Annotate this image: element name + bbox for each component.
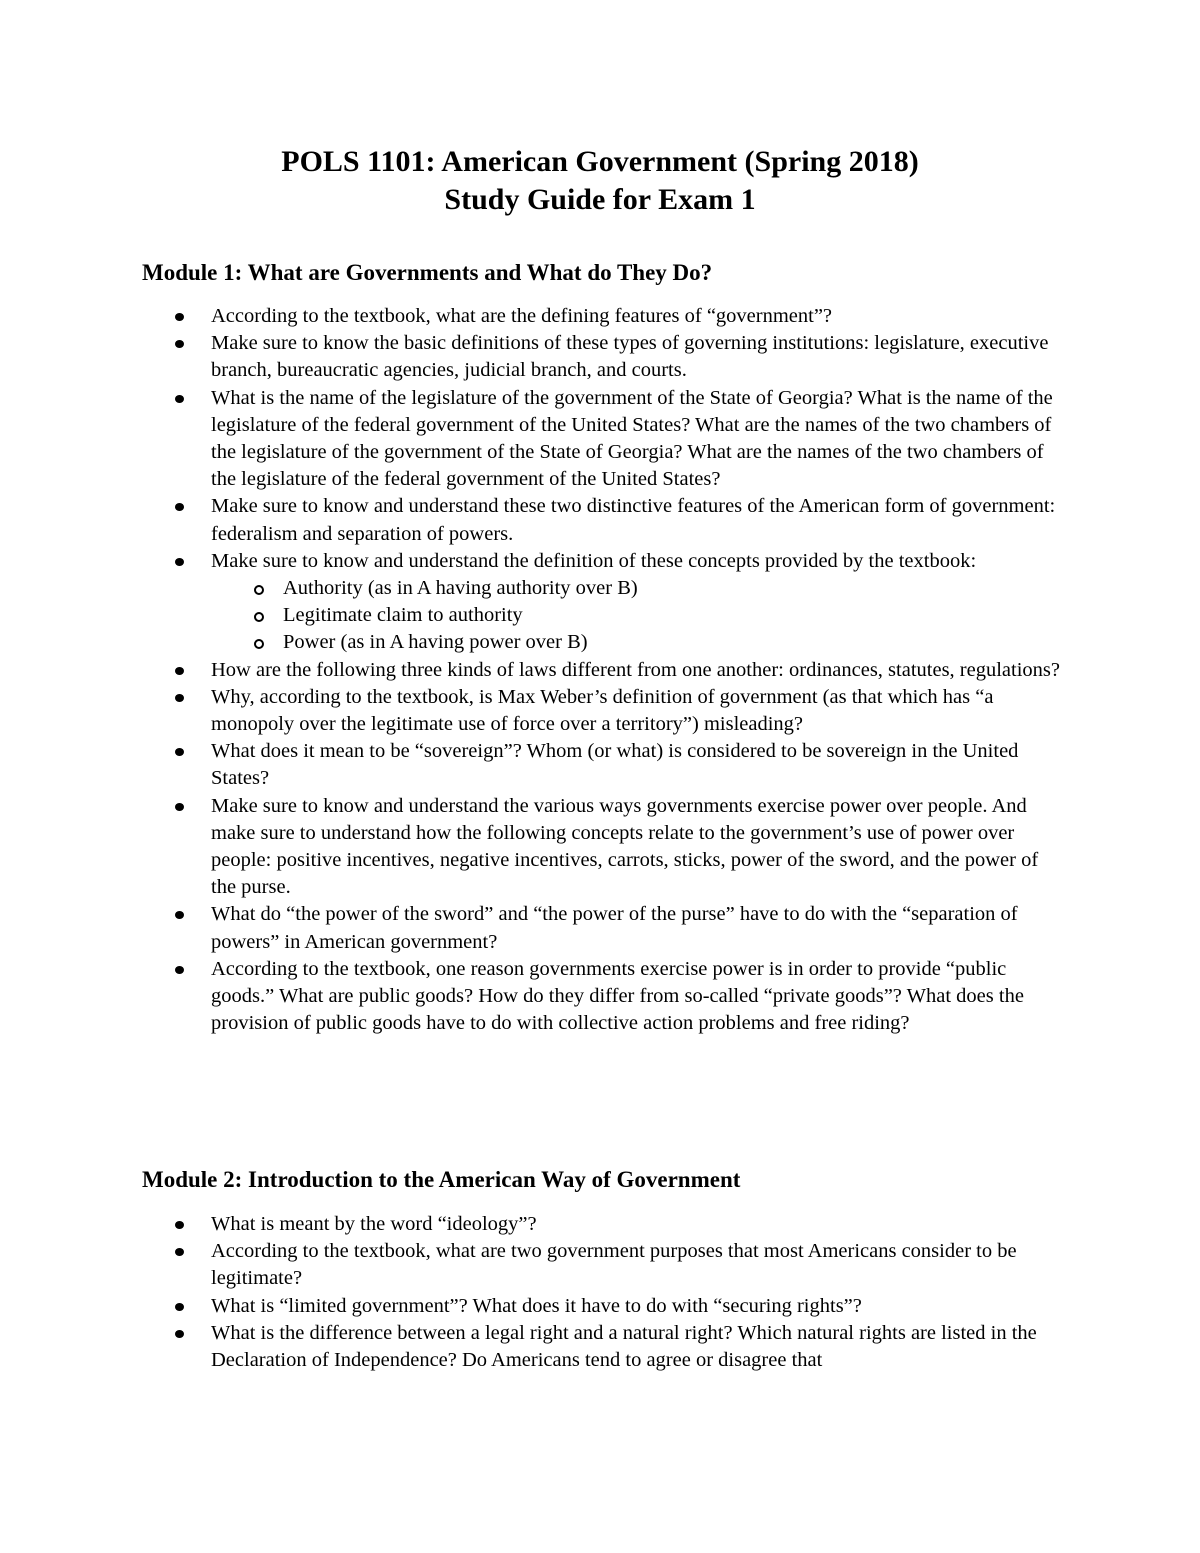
list-item: Why, according to the textbook, is Max Weber’s definition of government (as that which has “a monopoly over the legitimate use of force over a territory”) misleading?: [142, 684, 1062, 738]
list-item: According to the textbook, what are the defining features of “government”?: [142, 303, 1062, 330]
sub-list-item: Power (as in A having power over B): [211, 629, 1062, 656]
bullet-icon: [175, 803, 184, 811]
circle-bullet-icon: [254, 639, 264, 649]
document-title: [0, 143, 1200, 219]
bullet-icon: [175, 1330, 184, 1338]
sub-list-item: Legitimate claim to authority: [211, 602, 1062, 629]
list-item: Make sure to know and understand the various ways governments exercise power over people. And make sure to understand how the following concepts relate to the government’s use of power over people: positive incentives, negative incentives, carrots, sticks, power of the sword, and the power of the purse.: [142, 793, 1062, 902]
title-course: POLS 1101: American Government (Spring 2018): [281, 145, 919, 178]
circle-bullet-icon: [254, 612, 264, 622]
bullet-icon: [175, 667, 184, 675]
bullet-icon: [175, 694, 184, 702]
module-1-list: [142, 303, 1062, 1037]
bullet-icon: [175, 911, 184, 919]
module-2-list: [142, 1211, 1062, 1374]
bullet-icon: [175, 395, 184, 403]
list-item: Make sure to know and understand the definition of these concepts provided by the textbook: Authority (as in A having authority over B) Legitimate claim to authority Power (as in A having power over B): [142, 548, 1062, 657]
list-item: What is meant by the word “ideology”?: [142, 1211, 1062, 1238]
concepts-sublist: [211, 575, 1062, 657]
bullet-icon: [175, 748, 184, 756]
bullet-icon: [175, 1303, 184, 1311]
module-2-heading: Module 2: Introduction to the American Way of Government: [142, 1167, 741, 1192]
list-item: What is “limited government”? What does it have to do with “securing rights”?: [142, 1293, 1062, 1320]
list-item: How are the following three kinds of laws different from one another: ordinances, statutes, regulations?: [142, 657, 1062, 684]
bullet-icon: [175, 558, 184, 566]
module-1-heading: Module 1: What are Governments and What do They Do?: [142, 260, 713, 285]
bullet-icon: [175, 340, 184, 348]
list-item: According to the textbook, what are two government purposes that most Americans consider to be legitimate?: [142, 1238, 1062, 1292]
sub-list-item: Authority (as in A having authority over B): [211, 575, 1062, 602]
bullet-icon: [175, 503, 184, 511]
list-item: According to the textbook, one reason governments exercise power is in order to provide “public goods.” What are public goods? How do they differ from so-called “private goods”? What does the provision of public goods have to do with collective action problems and free riding?: [142, 956, 1062, 1038]
list-item: What is the difference between a legal right and a natural right? Which natural rights are listed in the Declaration of Independence? Do Americans tend to agree or disagree that: [142, 1320, 1062, 1374]
bullet-icon: [175, 1221, 184, 1229]
list-item: What is the name of the legislature of the government of the State of Georgia? What is the name of the legislature of the federal government of the United States? What are the names of the two chambers of the legislature of the government of the State of Georgia? What are the names of the two chambers of the legislature of the federal government of the United States?: [142, 385, 1062, 494]
title-study-guide: Study Guide for Exam 1: [444, 183, 756, 216]
bullet-icon: [175, 966, 184, 974]
list-item: Make sure to know the basic definitions of these types of governing institutions: legislature, executive branch, bureaucratic agencies, judicial branch, and courts.: [142, 330, 1062, 384]
list-item: What does it mean to be “sovereign”? Whom (or what) is considered to be sovereign in the United States?: [142, 738, 1062, 792]
bullet-icon: [175, 313, 184, 321]
bullet-icon: [175, 1248, 184, 1256]
circle-bullet-icon: [254, 585, 264, 595]
list-item: Make sure to know and understand these two distinctive features of the American form of government: federalism and separation of powers.: [142, 493, 1062, 547]
list-item: What do “the power of the sword” and “the power of the purse” have to do with the “separation of powers” in American government?: [142, 901, 1062, 955]
